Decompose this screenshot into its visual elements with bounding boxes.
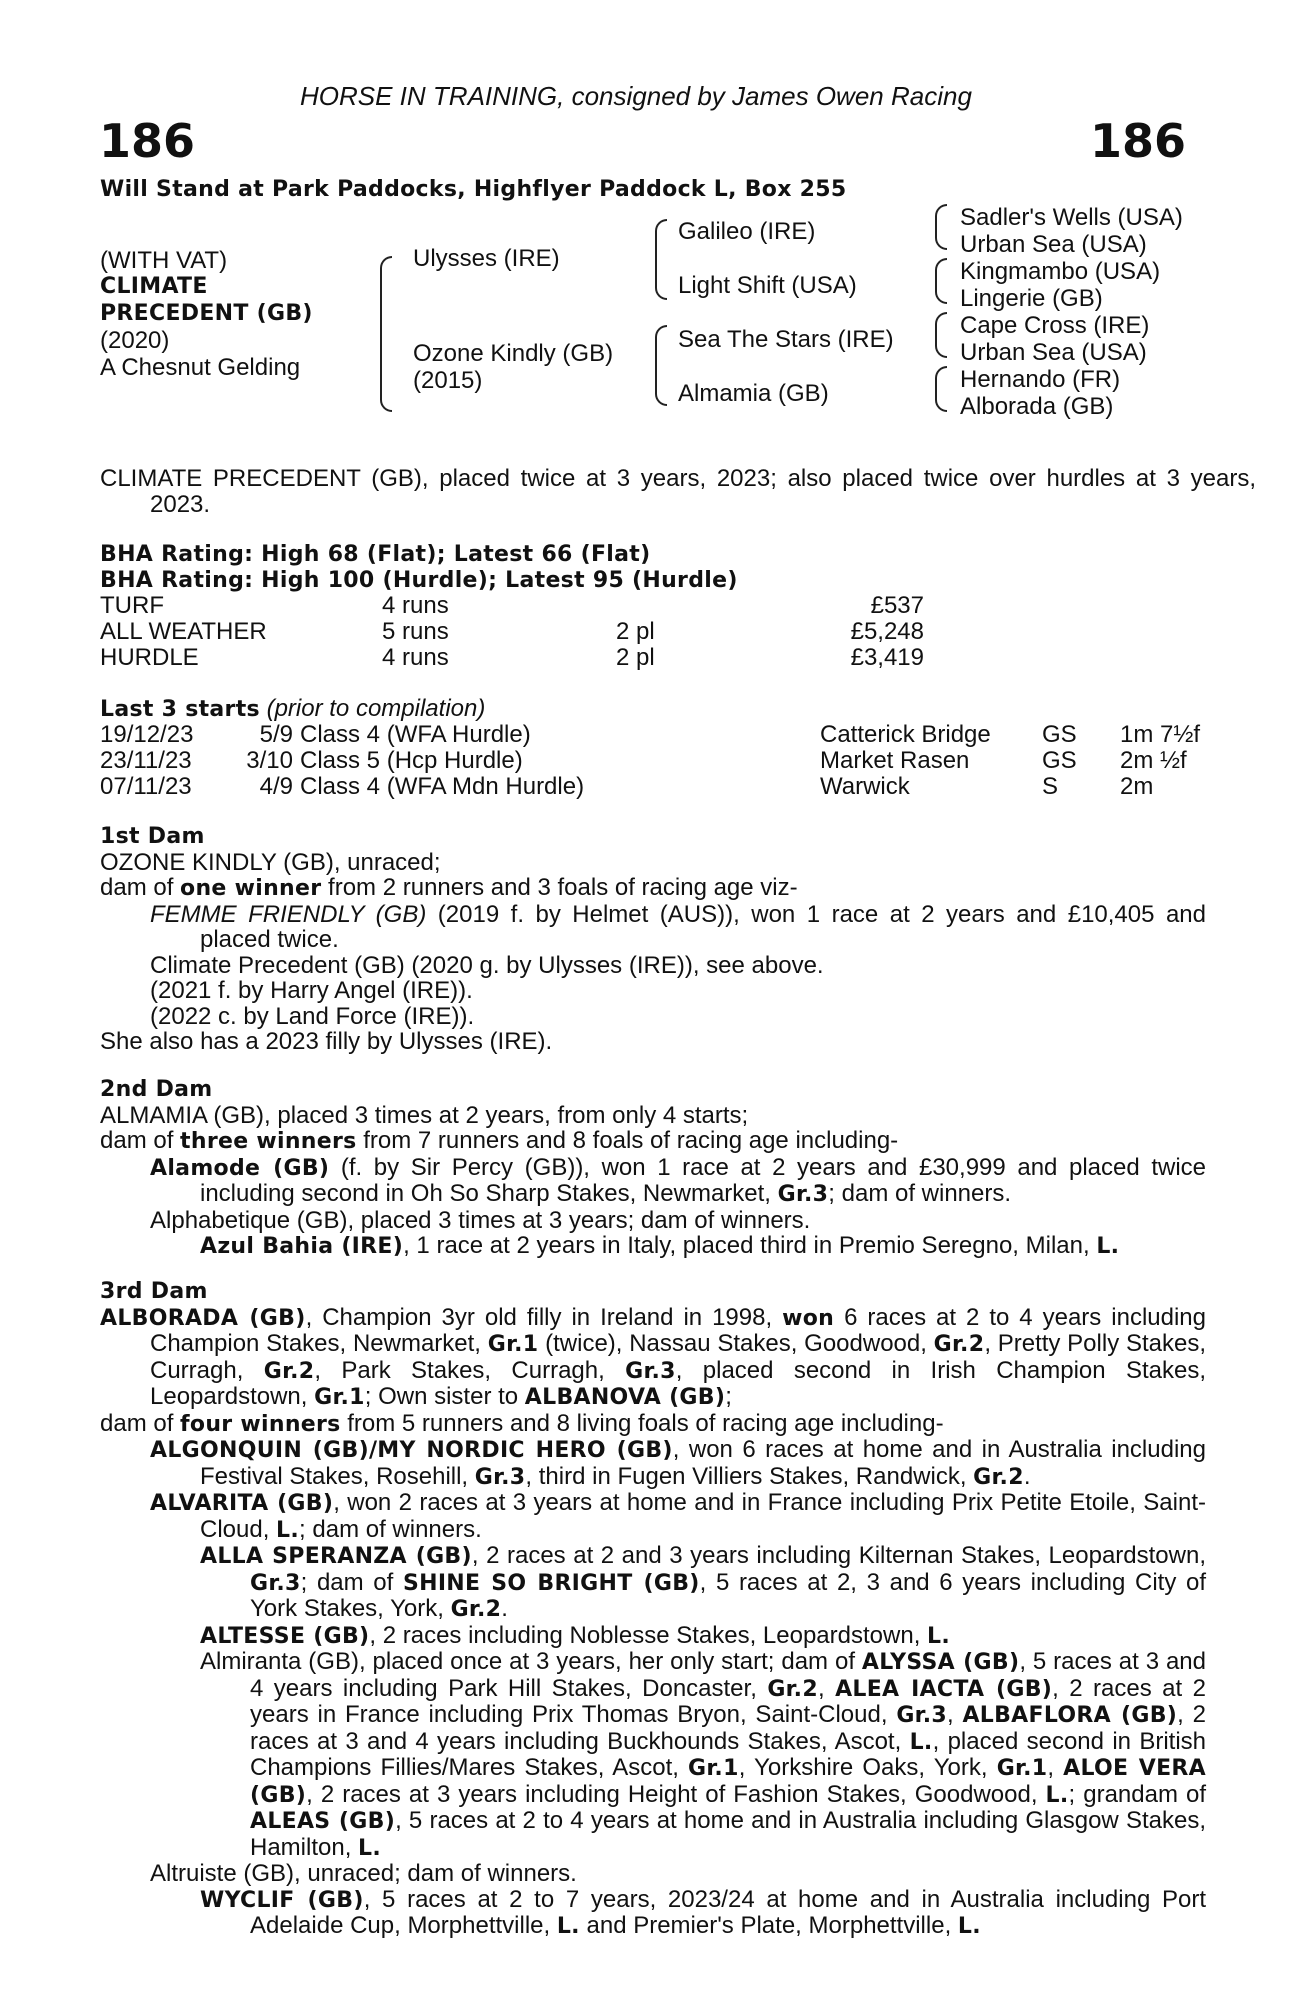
pedigree-brace-1 xyxy=(380,256,392,412)
pedigree-g3: Kingmambo (USA) xyxy=(960,258,1161,285)
start-course: Warwick xyxy=(820,773,910,800)
text-run: ; dam of xyxy=(300,1568,403,1596)
start-course: Catterick Bridge xyxy=(820,721,991,748)
stand-location: Will Stand at Park Paddocks, Highflyer Paddock L, Box 255 xyxy=(100,177,847,202)
text-run: , 2 races at 2 and 3 years including Kilternan Stakes, Leopardstown, xyxy=(471,1542,1206,1569)
start-date: 23/11/23 xyxy=(100,747,192,774)
bold-run: ALGONQUIN (GB)/MY NORDIC HERO (GB) xyxy=(150,1438,673,1463)
record-surface: TURF xyxy=(100,592,164,619)
pedigree-brace-2a xyxy=(655,219,667,300)
start-race: Class 4 (WFA Mdn Hurdle) xyxy=(300,773,585,800)
start-position: 5/9 xyxy=(259,721,293,748)
text-run: , 5 races at 2 to 4 years at home and in Australia including Glasgow Stakes, Hamilton, xyxy=(250,1807,1206,1861)
pedigree-dam-dam: Almamia (GB) xyxy=(678,380,829,407)
vat-note: (WITH VAT) xyxy=(100,247,228,274)
pedigree-brace-3b xyxy=(935,258,947,304)
record-prize: £5,248 xyxy=(850,618,924,645)
bold-run: L. xyxy=(556,1914,580,1939)
pedigree-brace-3c xyxy=(935,312,947,358)
text-run: . xyxy=(501,1595,508,1622)
start-going: GS xyxy=(1042,747,1077,774)
first-dam-foal: Climate Precedent (GB) (2020 g. by Ulysses (IRE)), see above. xyxy=(150,951,824,979)
bold-run: L. xyxy=(276,1517,300,1543)
first-dam-foal: (2022 c. by Land Force (IRE)). xyxy=(150,1002,475,1030)
start-position: 3/10 xyxy=(246,747,293,774)
text-run: (twice), Nassau Stakes, Goodwood, xyxy=(538,1330,934,1357)
start-date: 07/11/23 xyxy=(100,773,192,800)
start-distance: 1m 7½f xyxy=(1120,721,1201,748)
bold-run: Gr.1 xyxy=(996,1756,1048,1781)
pedigree-g5: Cape Cross (IRE) xyxy=(960,312,1150,339)
text-run: Almiranta (GB), placed once at 3 years, her only start; dam of xyxy=(200,1648,862,1675)
record-prize: £3,419 xyxy=(850,644,924,671)
record-placed: 2 pl xyxy=(616,644,655,671)
pedigree-g1: Sadler's Wells (USA) xyxy=(960,204,1183,231)
bold-run: ALBORADA (GB) xyxy=(100,1305,306,1331)
text-run: ; dam of winners. xyxy=(299,1515,482,1543)
text-run: , placed second in Irish Champion Stakes, Leopardstown, xyxy=(150,1356,1206,1410)
last-starts-note: (prior to compilation) xyxy=(266,695,486,722)
pedigree-brace-3a xyxy=(935,204,947,250)
text-run: dam of xyxy=(100,1409,181,1437)
third-dam-foal xyxy=(150,1490,1206,1543)
text-run: and Premier's Plate, Morphettville, xyxy=(579,1912,958,1939)
record-row-hurdle xyxy=(100,645,1206,671)
third-dam-section xyxy=(100,1279,1206,1940)
text-run: Altruiste (GB), unraced; dam of winners. xyxy=(150,1860,577,1887)
pedigree-g6: Urban Sea (USA) xyxy=(960,339,1147,366)
bold-run: won xyxy=(782,1305,835,1331)
text-run: , Park Stakes, Curragh, xyxy=(314,1356,626,1384)
horse-description: A Chesnut Gelding xyxy=(100,354,301,381)
bold-run: ALOE VERA (GB) xyxy=(250,1756,1206,1808)
second-dam-grandfoal: Azul Bahia (IRE), 1 race at 2 years in Italy, placed third in Premio Seregno, Milan, L. xyxy=(200,1232,1120,1259)
text-run: 6 races at 2 to 4 years including Champion Stakes, Newmarket, xyxy=(150,1303,1206,1357)
pedigree-g7: Hernando (FR) xyxy=(960,366,1121,393)
second-dam-foal: Alamode (GB) (f. by Sir Percy (GB)), won 1 race at 2 years and £30,999 and placed twice including second in Oh So Sharp Stakes, Newmarket, Gr.3; dam of winners. xyxy=(150,1153,1206,1207)
pedigree-g2: Urban Sea (USA) xyxy=(960,231,1147,258)
record-row-turf xyxy=(100,593,1206,619)
pedigree-brace-2b xyxy=(655,325,667,406)
start-race: Class 5 (Hcp Hurdle) xyxy=(300,747,523,774)
bold-run: ALBANOVA (GB) xyxy=(524,1385,726,1410)
bold-run: Gr.2 xyxy=(933,1332,985,1357)
start-date: 19/12/23 xyxy=(100,721,194,748)
third-dam-grandfoal xyxy=(200,1543,1206,1623)
bha-rating-flat: BHA Rating: High 68 (Flat); Latest 66 (Flat) xyxy=(100,542,651,567)
record-prize: £537 xyxy=(870,592,924,619)
third-dam-grandfoal xyxy=(200,1623,1206,1650)
record-row-all-weather xyxy=(100,619,1206,645)
third-dam-para xyxy=(100,1305,1206,1411)
first-dam-section xyxy=(100,824,1206,1055)
third-dam-heading: 3rd Dam xyxy=(100,1279,208,1304)
text-run: ; grandam of xyxy=(1068,1780,1206,1808)
text-run: ; xyxy=(725,1383,732,1410)
start-row xyxy=(100,722,1206,748)
bold-run: Gr.2 xyxy=(767,1676,818,1702)
pedigree-dam-year: (2015) xyxy=(413,367,483,394)
last-starts-heading xyxy=(100,696,485,723)
start-row xyxy=(100,748,1206,774)
text-run: , 2 races at 2 years in France including Prix Thomas Bryon, Saint-Cloud, xyxy=(250,1674,1206,1728)
start-distance: 2m ½f xyxy=(1120,747,1187,774)
first-dam-heading: 1st Dam xyxy=(100,824,205,849)
record-placed: 2 pl xyxy=(616,618,655,645)
bold-run: L. xyxy=(358,1835,382,1861)
text-run: , 2 races including Noblesse Stakes, Leopardstown, xyxy=(369,1621,928,1649)
text-run: , xyxy=(1047,1754,1064,1781)
pedigree-dam: Ozone Kindly (GB) xyxy=(413,340,614,367)
text-run: ; Own sister to xyxy=(364,1383,525,1410)
bold-run: Gr.3 xyxy=(625,1358,676,1384)
bold-run: SHINE SO BRIGHT (GB) xyxy=(402,1570,700,1596)
text-run: . xyxy=(1023,1462,1031,1490)
bha-rating-hurdle: BHA Rating: High 100 (Hurdle); Latest 95 (Hurdle) xyxy=(100,568,738,593)
first-dam-foal: (2021 f. by Harry Angel (IRE)). xyxy=(150,977,473,1004)
text-run: , 5 races at 2 to 7 years, 2023/24 at home and in Australia including Port Adelaide Cup, Morphettville, xyxy=(250,1885,1206,1939)
text-run: , Champion 3yr old filly in Ireland in 1998, xyxy=(305,1303,783,1331)
bold-run: four winners xyxy=(180,1411,341,1437)
bold-run: WYCLIF (GB) xyxy=(200,1887,364,1913)
start-going: GS xyxy=(1042,721,1077,748)
pedigree-sire-dam: Light Shift (USA) xyxy=(678,272,857,299)
third-dam-grandfoal xyxy=(200,1649,1206,1861)
second-dam-line: ALMAMIA (GB), placed 3 times at 2 years, from only 4 starts; xyxy=(100,1101,749,1129)
record-surface: HURDLE xyxy=(100,644,199,671)
bold-run: Gr.3 xyxy=(896,1703,947,1728)
text-run: , 2 races at 3 years including Height of Fashion Stakes, Goodwood, xyxy=(306,1780,1046,1808)
bold-run: Gr.1 xyxy=(314,1385,365,1410)
text-run: , xyxy=(817,1674,836,1702)
bold-run: Gr.3 xyxy=(250,1570,301,1596)
lot-number-left: 186 xyxy=(99,114,196,168)
third-dam-grandfoal xyxy=(200,1887,1206,1940)
pedigree-sire-sire: Galileo (IRE) xyxy=(678,218,816,245)
record-runs: 5 runs xyxy=(382,618,449,645)
pedigree-g8: Alborada (GB) xyxy=(960,393,1114,420)
second-dam-heading: 2nd Dam xyxy=(100,1077,213,1102)
start-going: S xyxy=(1042,773,1059,800)
lot-number-right: 186 xyxy=(1090,114,1187,168)
horse-name-line2: PRECEDENT (GB) xyxy=(100,301,313,326)
text-run: , xyxy=(946,1701,963,1728)
bold-run: ALBAFLORA (GB) xyxy=(962,1703,1178,1728)
text-run: , won 6 races at home and in Australia including Festival Stakes, Rosehill, xyxy=(200,1436,1206,1490)
horse-name-line1: CLIMATE xyxy=(100,274,208,299)
pedigree-g4: Lingerie (GB) xyxy=(960,285,1103,312)
text-run: , Yorkshire Oaks, York, xyxy=(738,1754,997,1781)
race-summary: CLIMATE PRECEDENT (GB), placed twice at 3 years, 2023; also placed twice over hurdles at 3 years, 2023. xyxy=(100,465,1256,518)
start-race: Class 4 (WFA Hurdle) xyxy=(300,721,531,748)
bold-run: ALEA IACTA (GB) xyxy=(835,1676,1053,1702)
start-position: 4/9 xyxy=(259,773,293,800)
first-dam-note: She also has a 2023 filly by Ulysses (IRE). xyxy=(100,1028,553,1055)
bold-run: L. xyxy=(909,1729,933,1755)
consignment-line: HORSE IN TRAINING, consigned by James Owen Racing xyxy=(300,81,972,111)
bold-run: Gr.3 xyxy=(474,1464,526,1490)
bold-run: L. xyxy=(1045,1782,1069,1808)
second-dam-foal: Alphabetique (GB), placed 3 times at 3 years; dam of winners. xyxy=(150,1206,811,1234)
third-dam-foal xyxy=(150,1437,1206,1490)
text-run: from 5 runners and 8 living foals of racing age including- xyxy=(340,1409,944,1437)
last-starts-title: Last 3 starts xyxy=(100,697,260,722)
pedigree-sire: Ulysses (IRE) xyxy=(413,245,560,272)
third-dam-foal xyxy=(150,1861,1206,1887)
start-distance: 2m xyxy=(1120,773,1154,800)
first-dam-line: OZONE KINDLY (GB), unraced; xyxy=(100,848,441,876)
first-dam-produce-line: dam of one winner from 2 runners and 3 foals of racing age viz- xyxy=(100,874,798,901)
second-dam-produce-line: dam of three winners from 7 runners and 8 foals of racing age including- xyxy=(100,1127,899,1154)
third-dam-produce-line xyxy=(100,1411,1206,1438)
bold-run: Gr.1 xyxy=(688,1756,739,1781)
record-runs: 4 runs xyxy=(382,644,449,671)
text-run: , 5 races at 3 and 4 years including Park Hill Stakes, Doncaster, xyxy=(250,1648,1207,1702)
bold-run: ALEAS (GB) xyxy=(250,1809,396,1834)
bold-run: Gr.2 xyxy=(263,1358,315,1384)
bold-run: Gr.2 xyxy=(450,1597,502,1622)
bold-run: ALLA SPERANZA (GB) xyxy=(200,1544,472,1569)
start-course: Market Rasen xyxy=(820,747,970,774)
pedigree-dam-sire: Sea The Stars (IRE) xyxy=(678,326,894,353)
bold-run: L. xyxy=(927,1623,951,1649)
start-row xyxy=(100,774,1206,800)
record-runs: 4 runs xyxy=(382,592,449,619)
text-run: , 5 races at 2, 3 and 6 years including City of York Stakes, York, xyxy=(250,1568,1207,1622)
text-run: , 2 races at 3 and 4 years including Buckhounds Stakes, Ascot, xyxy=(250,1701,1206,1755)
bold-run: Gr.2 xyxy=(973,1464,1024,1490)
bold-run: ALTESSE (GB) xyxy=(200,1623,370,1649)
bold-run: Gr.1 xyxy=(487,1332,539,1357)
text-run: , placed second in British Champions Fillies/Mares Stakes, Ascot, xyxy=(250,1727,1207,1781)
horse-year: (2020) xyxy=(100,327,170,354)
text-run: , won 2 races at 3 years at home and in France including Prix Petite Etoile, Saint-Cloud, xyxy=(200,1489,1206,1543)
bold-run: L. xyxy=(957,1914,981,1939)
text-run: , Pretty Polly Stakes, Curragh, xyxy=(150,1330,1206,1384)
second-dam-section xyxy=(100,1077,1206,1260)
first-dam-foal: FEMME FRIENDLY (GB) (2019 f. by Helmet (AUS)), won 1 race at 2 years and £10,405 and placed twice. xyxy=(150,900,1206,953)
text-run: , third in Fugen Villiers Stakes, Randwick, xyxy=(525,1462,974,1490)
bold-run: ALYSSA (GB) xyxy=(861,1650,1020,1675)
pedigree-brace-3d xyxy=(935,366,947,412)
record-surface: ALL WEATHER xyxy=(100,618,267,645)
bold-run: ALVARITA (GB) xyxy=(150,1491,334,1516)
